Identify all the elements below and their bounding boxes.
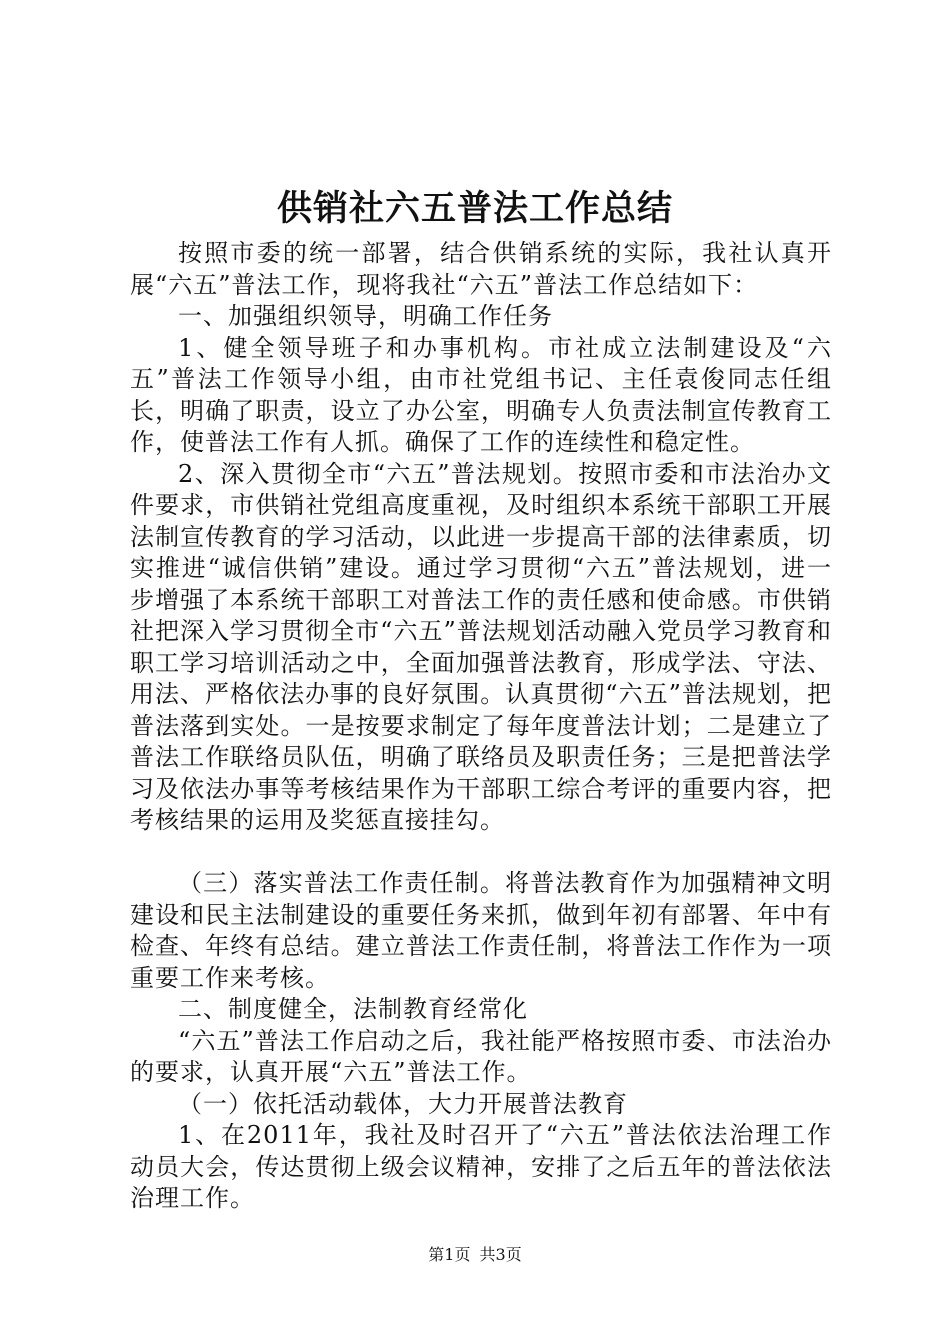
paragraph-1-1: 1、健全领导班子和办事机构。市社成立法制建设及“六五”普法工作领导小组，由市社党组书记、主任袁俊同志任组长，明确了职责，设立了办公室，明确专人负责法制宣传教育工作，使普法工作有人抓。确保了工作的连续性和稳定性。 — [130, 333, 832, 456]
document-title: 供销社六五普法工作总结 — [276, 188, 673, 229]
page-total: 共3页 — [479, 1245, 522, 1264]
page-number: 第1页 — [428, 1245, 471, 1264]
paragraph-1-3: （三）落实普法工作责任制。将普法教育作为加强精神文明建设和民主法制建设的重要任务来抓，做到年初有部署、年中有检查、年终有总结。建立普法工作责任制，将普法工作作为一项重要工作来考核。 — [130, 869, 832, 992]
paragraph-2-intro: “六五”普法工作启动之后，我社能严格按照市委、市法治办的要求，认真开展“六五”普法工作。 — [130, 1026, 832, 1086]
paragraph-intro: 按照市委的统一部署，结合供销系统的实际，我社认真开展“六五”普法工作，现将我社“六五”普法工作总结如下： — [130, 239, 832, 299]
page-footer — [0, 1244, 950, 1266]
paragraph-2-1-1: 1、在2011年，我社及时召开了“六五”普法依法治理工作动员大会，传达贯彻上级会议精神，安排了之后五年的普法依法治理工作。 — [130, 1121, 832, 1212]
section-heading-1: 一、加强组织领导，明确工作任务 — [178, 302, 553, 330]
subsection-heading-2-1: （一）依托活动载体，大力开展普法教育 — [178, 1089, 628, 1118]
paragraph-1-2: 2、深入贯彻全市“六五”普法规划。按照市委和市法治办文件要求，市供销社党组高度重视，及时组织本系统干部职工开展法制宣传教育的学习活动，以此进一步提高干部的法律素质，切实推进“诚信供销”建设。通过学习贯彻“六五”普法规划，进一步增强了本系统干部职工对普法工作的责任感和使命感。市供销社把深入学习贯彻全市“六五”普法规划活动融入党员学习教育和职工学习培训活动之中，全面加强普法教育，形成学法、守法、用法、严格依法办事的良好氛围。认真贯彻“六五”普法规划，把普法落到实处。一是按要求制定了每年度普法计划；二是建立了普法工作联络员队伍，明确了联络员及职责任务；三是把普法学习及依法办事等考核结果作为干部职工综合考评的重要内容，把考核结果的运用及奖惩直接挂勾。 — [130, 459, 832, 834]
section-heading-2: 二、制度健全，法制教育经常化 — [178, 995, 528, 1023]
document-body — [130, 238, 832, 1215]
